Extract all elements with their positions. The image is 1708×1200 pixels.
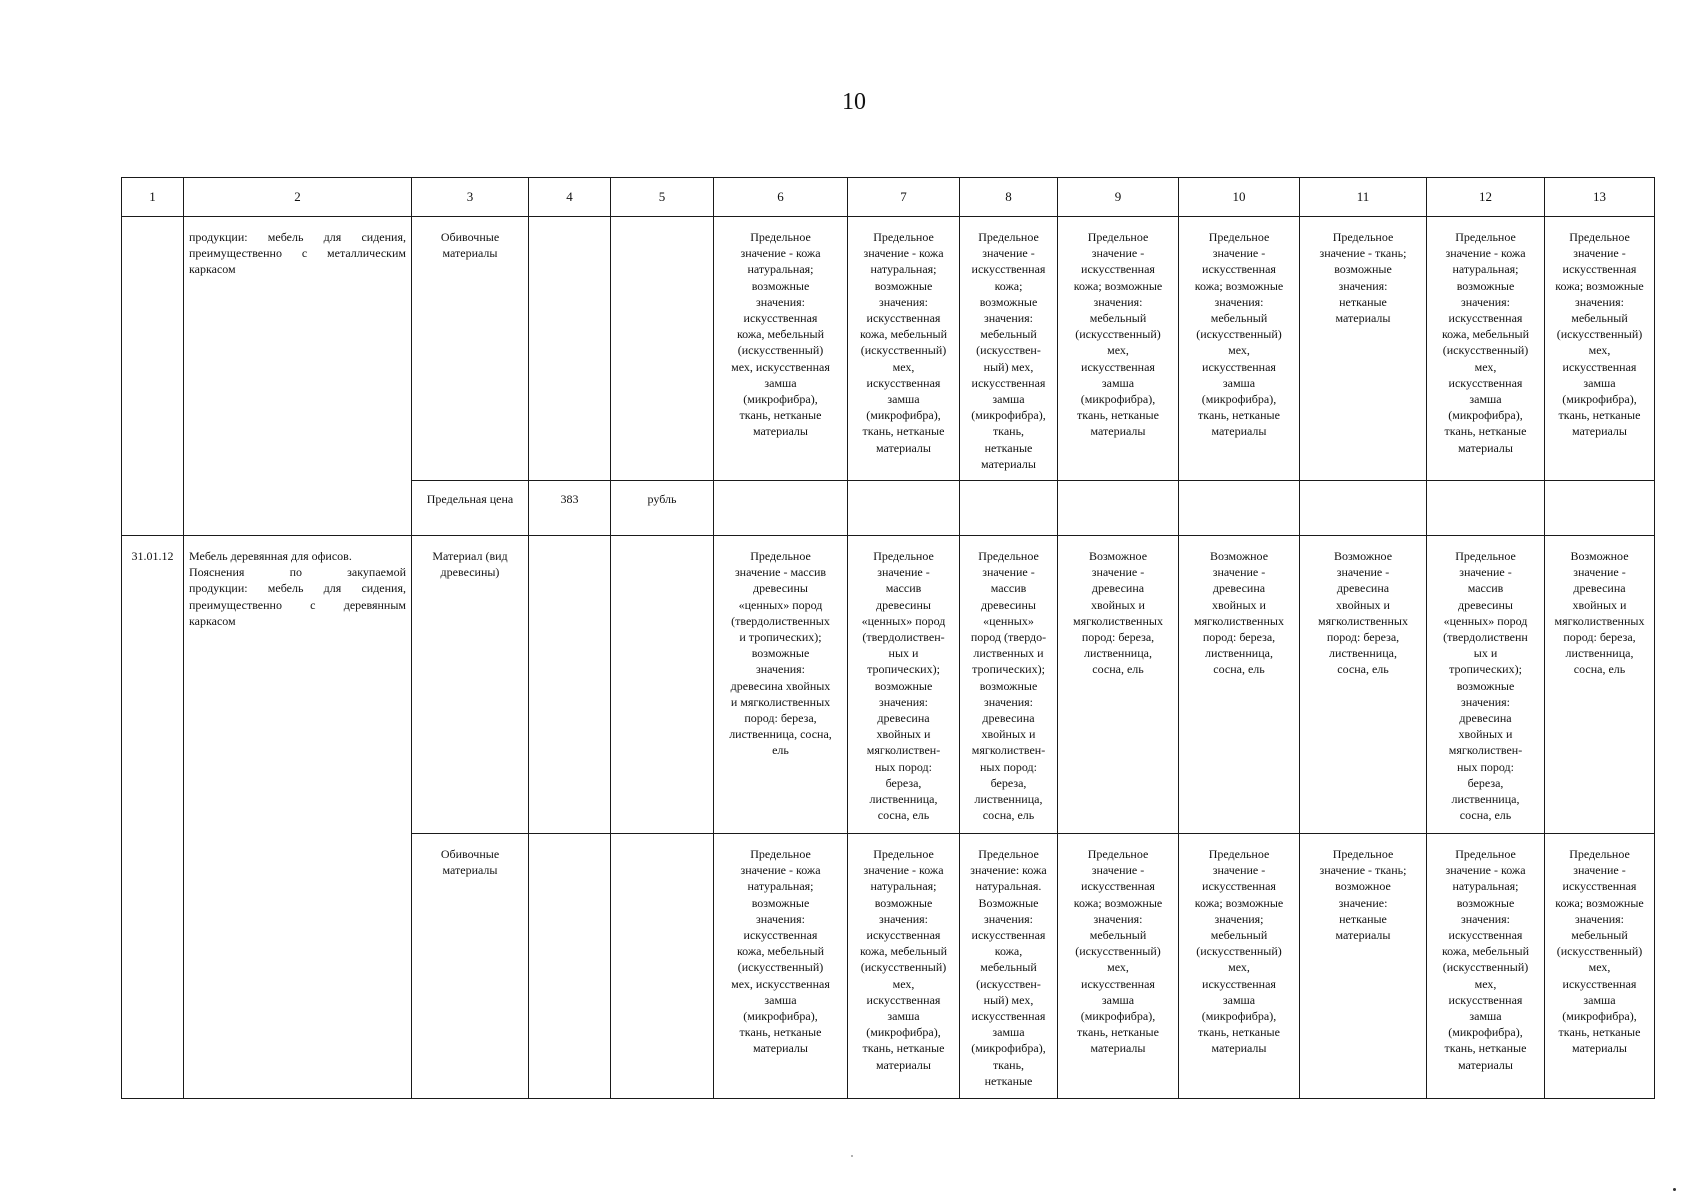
- value-cell: [1179, 481, 1300, 536]
- description-line: продукции: мебель для сидения,: [189, 230, 406, 244]
- value-cell: [1058, 481, 1179, 536]
- column-number-4: 4: [529, 178, 611, 217]
- column-number-2: 2: [184, 178, 412, 217]
- description-line: Пояснения по закупаемой: [189, 565, 406, 580]
- column-number-13: 13: [1545, 178, 1655, 217]
- value-cell: Предельное значение - массив древесины «ценных» пород (твердо- лиственных и тропических); возможные значения: древесина хвойных и мягколиствен- ных пород: береза, лиственница, сосна, ель: [960, 536, 1058, 834]
- column-number-10: 10: [1179, 178, 1300, 217]
- value-cell: Предельное значение - кожа натуральная; возможные значения: искусственная кожа, мебельный (искусственный) мех, искусственная замша (микрофибра), ткань, нетканые материалы: [848, 834, 960, 1099]
- description-line: Мебель деревянная для офисов.: [189, 549, 352, 563]
- unit-code-cell: [529, 217, 611, 481]
- price-label-cell: Предельная цена: [412, 481, 529, 536]
- value-cell: Предельное значение - искусственная кожа; возможные значения: мебельный (искусственный) мех, искусственная замша (микрофибра), ткань, нетканые материалы: [1179, 217, 1300, 481]
- description-line: преимущественно с деревянным: [189, 597, 406, 612]
- value-cell: Предельное значение - искусственная кожа; возможные значения; мебельный (искусственный) мех, искусственная замша (микрофибра), ткань, нетканые материалы: [1179, 834, 1300, 1099]
- value-cell: [848, 481, 960, 536]
- value-cell: Предельное значение - кожа натуральная; возможные значения: искусственная кожа, мебельный (искусственный) мех, искусственная замша (микрофибра), ткань, нетканые материалы: [848, 217, 960, 481]
- value-cell: [714, 481, 848, 536]
- value-cell: Предельное значение - искусственная кожа; возможные значения: мебельный (искусственный) мех, искусственная замша (микрофибра), ткань, нетканые материалы: [1545, 217, 1655, 481]
- column-number-1: 1: [122, 178, 184, 217]
- description-line: каркасом: [189, 613, 236, 628]
- value-cell: Возможное значение - древесина хвойных и мягколиственных пород: береза, лиственница, сосна, ель: [1300, 536, 1427, 834]
- value-cell: Предельное значение - массив древесины «ценных» пород (твердолиствен- ных и тропических); возможные значения: древесина хвойных и мягколиствен- ных пород: береза, лиственница, сосна, ель: [848, 536, 960, 834]
- column-number-12: 12: [1427, 178, 1545, 217]
- column-number-8: 8: [960, 178, 1058, 217]
- value-cell: Предельное значение - массив древесины «ценных» пород (твердолиственных и тропических); возможные значения: древесина хвойных и мягколиственных пород: береза, лиственница, сосна, ель: [714, 536, 848, 834]
- product-description-cell: [184, 536, 412, 1099]
- value-cell: Предельное значение - искусственная кожа; возможные значения: мебельный (искусственный) мех, искусственная замша (микрофибра), ткань, нетканые материалы: [1058, 217, 1179, 481]
- value-cell: Предельное значение - кожа натуральная; возможные значения: искусственная кожа, мебельный (искусственный) мех, искусственная замша (микрофибра), ткань, нетканые материалы: [714, 217, 848, 481]
- value-cell: Предельное значение - искусственная кожа; возможные значения: мебельный (искусственный) мех, искусственная замша (микрофибра), ткань, нетканые материалы: [1545, 834, 1655, 1099]
- table-header-row: [122, 178, 1655, 217]
- column-number-11: 11: [1300, 178, 1427, 217]
- value-cell: Возможное значение - древесина хвойных и мягколиственных пород: береза, лиственница, сосна, ель: [1058, 536, 1179, 834]
- value-cell: Предельное значение - искусственная кожа; возможные значения: мебельный (искусствен- ный) мех, искусственная замша (микрофибра), ткань, нетканые материалы: [960, 217, 1058, 481]
- scan-speck: [851, 1155, 853, 1157]
- value-cell: [1545, 481, 1655, 536]
- characteristic-cell: Материал (вид древесины): [412, 536, 529, 834]
- value-cell: [960, 481, 1058, 536]
- price-unit-name-cell: рубль: [611, 481, 714, 536]
- scan-speck: [1673, 1188, 1676, 1191]
- product-code-cell: 31.01.12: [122, 536, 184, 1099]
- description-line: каркасом: [189, 262, 236, 277]
- value-cell: Предельное значение - массив древесины «ценных» пород (твердолиственн ых и тропических); возможные значения: древесина хвойных и мягколиствен- ных пород: береза, лиственница, сосна, ель: [1427, 536, 1545, 834]
- value-cell: Предельное значение - кожа натуральная; возможные значения: искусственная кожа, мебельный (искусственный) мех, искусственная замша (микрофибра), ткань, нетканые материалы: [1427, 217, 1545, 481]
- unit-name-cell: [611, 536, 714, 834]
- value-cell: Предельное значение - искусственная кожа; возможные значения: мебельный (искусственный) мех, искусственная замша (микрофибра), ткань, нетканые материалы: [1058, 834, 1179, 1099]
- value-cell: Предельное значение - ткань; возможные значения: нетканые материалы: [1300, 217, 1427, 481]
- price-unit-code-cell: 383: [529, 481, 611, 536]
- column-number-6: 6: [714, 178, 848, 217]
- characteristic-cell: Обивочные материалы: [412, 834, 529, 1099]
- products-table: [121, 177, 1655, 1099]
- table-row: [122, 217, 1655, 481]
- value-cell: [1300, 481, 1427, 536]
- value-cell: [1427, 481, 1545, 536]
- unit-code-cell: [529, 536, 611, 834]
- value-cell: Предельное значение: кожа натуральная. Возможные значения: искусственная кожа, мебельный (искусствен- ный) мех, искусственная замша (микрофибра), ткань, нетканые: [960, 834, 1058, 1099]
- characteristic-cell: Обивочные материалы: [412, 217, 529, 481]
- column-number-9: 9: [1058, 178, 1179, 217]
- value-cell: Предельное значение - кожа натуральная; возможные значения: искусственная кожа, мебельный (искусственный) мех, искусственная замша (микрофибра), ткань, нетканые материалы: [1427, 834, 1545, 1099]
- value-cell: Предельное значение - ткань; возможное значение: нетканые материалы: [1300, 834, 1427, 1099]
- unit-name-cell: [611, 217, 714, 481]
- unit-code-cell: [529, 834, 611, 1099]
- page-number: 10: [842, 89, 866, 115]
- column-number-5: 5: [611, 178, 714, 217]
- value-cell: Возможное значение - древесина хвойных и мягколиственных пород: береза, лиственница, сосна, ель: [1545, 536, 1655, 834]
- value-cell: Возможное значение - древесина хвойных и мягколиственных пород: береза, лиственница, сосна, ель: [1179, 536, 1300, 834]
- description-line: преимущественно с металлическим: [189, 246, 406, 261]
- column-number-7: 7: [848, 178, 960, 217]
- column-number-3: 3: [412, 178, 529, 217]
- product-description-cell: [184, 217, 412, 536]
- description-line: продукции: мебель для сидения,: [189, 581, 406, 596]
- value-cell: Предельное значение - кожа натуральная; возможные значения: искусственная кожа, мебельный (искусственный) мех, искусственная замша (микрофибра), ткань, нетканые материалы: [714, 834, 848, 1099]
- table-row: [122, 536, 1655, 834]
- unit-name-cell: [611, 834, 714, 1099]
- product-code-cell: [122, 217, 184, 536]
